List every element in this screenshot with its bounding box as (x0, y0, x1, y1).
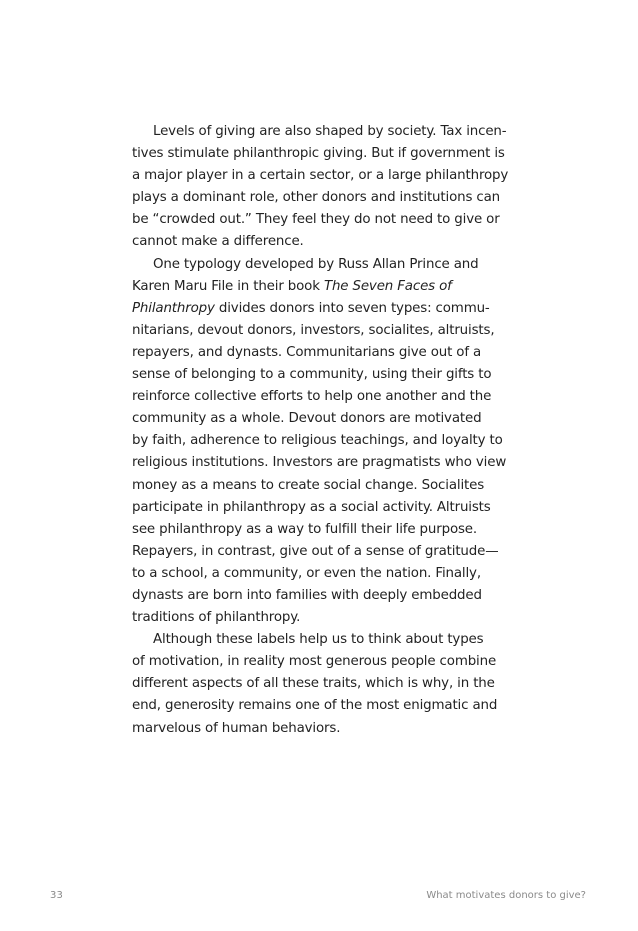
text-line: Levels of giving are also shaped by society. Tax incen- (153, 124, 507, 139)
text-line: repayers, and dynasts. Communitarians give out of a (132, 344, 482, 360)
text-line: tives stimulate philanthropic giving. But if government is (132, 146, 505, 162)
text-line: sense of belonging to a community, using their gifts to (132, 367, 492, 383)
text-line: One typology developed by Russ Allan Prince and (153, 256, 479, 272)
book-title: The Seven Faces of (323, 278, 452, 294)
text-line: dynasts are born into families with deeply embedded (132, 587, 482, 603)
text-line: participate in philanthropy as a social activity. Altruists (132, 499, 491, 515)
text-line: marvelous of human behaviors. (132, 720, 341, 736)
text-line: see philanthropy as a way to fulfill their life purpose. (132, 521, 478, 537)
text-line: Although these labels help us to think about types (153, 632, 484, 648)
text-line: different aspects of all these traits, which is why, in the (132, 676, 495, 692)
running-title: What motivates donors to give? (426, 890, 586, 901)
text-line: Repayers, in contrast, give out of a sense of gratitude— (132, 543, 499, 559)
text-fragment: divides donors into seven types: commu- (218, 300, 490, 316)
body-text (132, 121, 518, 740)
text-line: reinforce collective efforts to help one another and the (132, 389, 492, 405)
text-line: plays a dominant role, other donors and institutions can (132, 190, 500, 206)
text-line: by faith, adherence to religious teachings, and loyalty to (132, 433, 503, 449)
text-line: money as a means to create social change. Socialites (132, 477, 485, 493)
text-line: nitarians, devout donors, investors, socialites, altruists, (132, 322, 495, 338)
text-line: a major player in a certain sector, or a large philanthropy (132, 168, 509, 184)
text-line (132, 276, 518, 298)
text-line: end, generosity remains one of the most enigmatic and (132, 698, 498, 714)
text-line: community as a whole. Devout donors are motivated (132, 411, 482, 427)
text-line: of motivation, in reality most generous people combine (132, 654, 497, 670)
text-line: to a school, a community, or even the nation. Finally, (132, 565, 481, 581)
text-line: cannot make a difference. (132, 234, 304, 250)
text-line: traditions of philanthropy. (132, 610, 301, 626)
text-line: religious institutions. Investors are pragmatists who view (132, 455, 507, 471)
text-fragment: Karen Maru File in their book (132, 278, 320, 294)
text-line (132, 298, 518, 320)
book-title: Philanthropy (132, 300, 215, 316)
text-line: be “crowded out.” They feel they do not need to give or (132, 212, 500, 228)
page-number: 33 (50, 890, 64, 901)
